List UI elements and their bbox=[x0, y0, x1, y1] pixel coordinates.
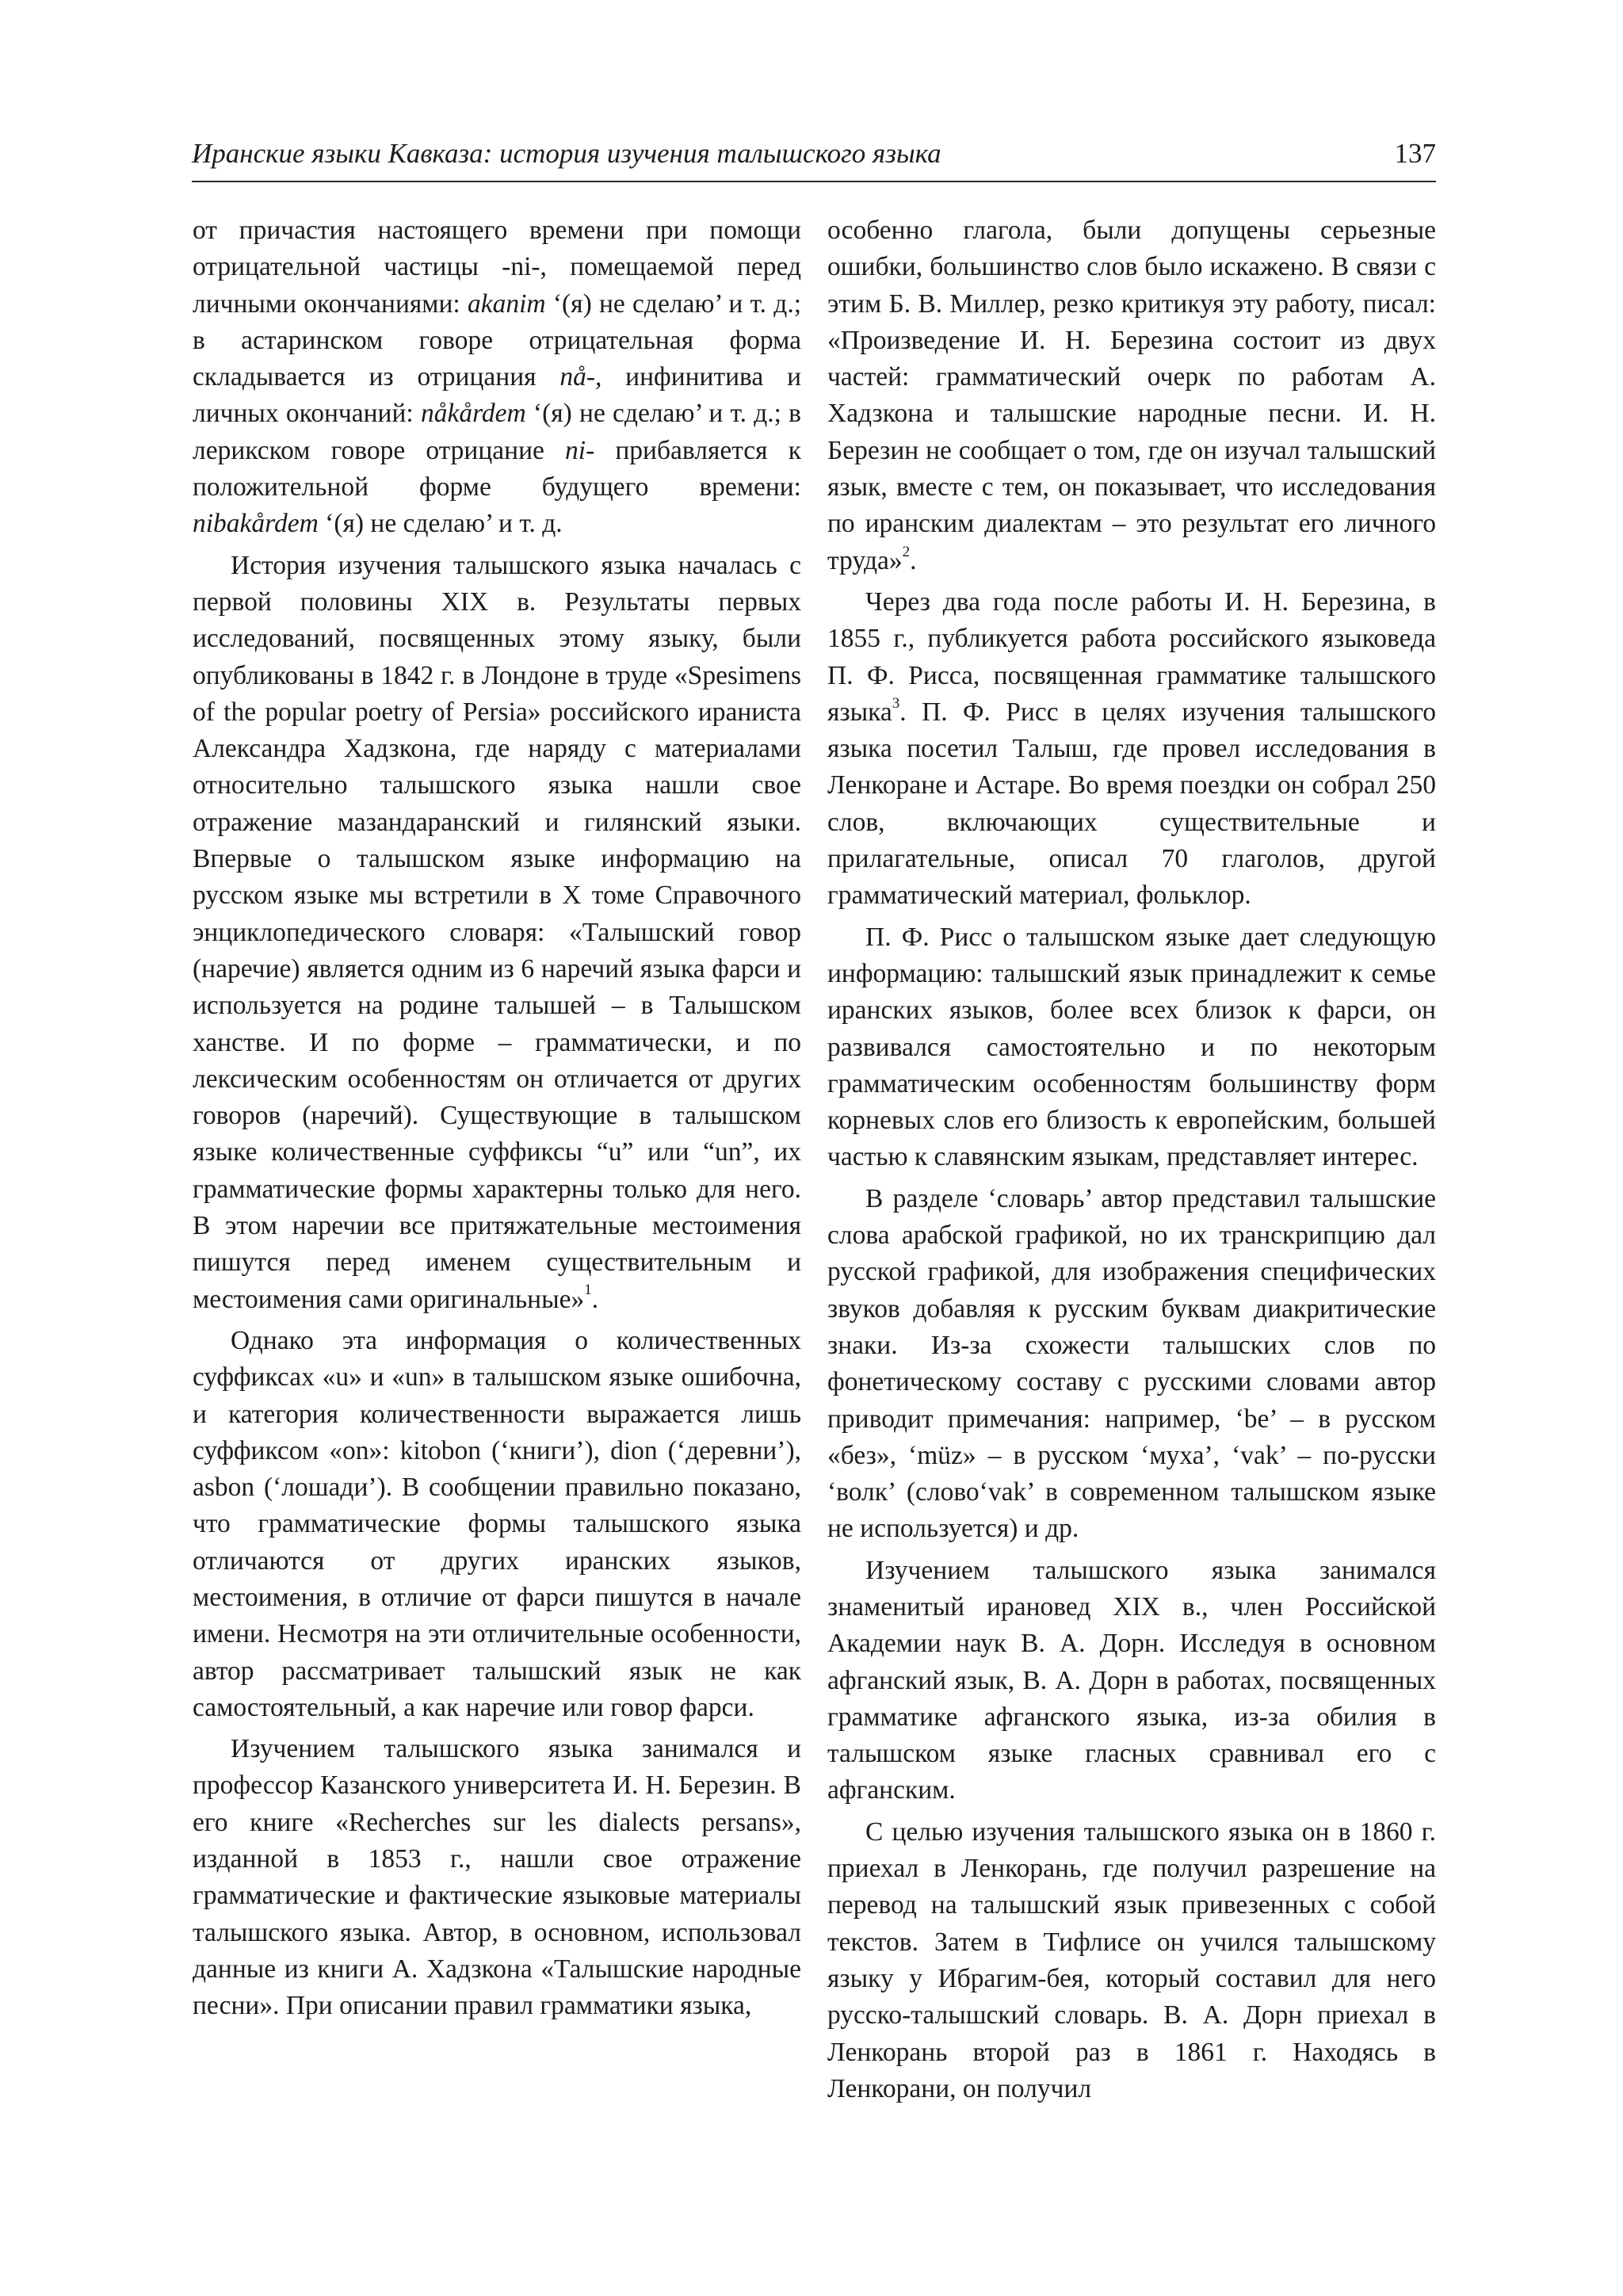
paragraph bbox=[193, 212, 801, 543]
running-title: Иранские языки Кавказа: история изучения талышского языка bbox=[192, 138, 941, 169]
paragraph: Изучением талышского языка занимался и профессор Казанского университета И. Н. Березин. В его книге «Recherches sur les dialects persans», изданной в 1853 г., нашли свое отражение грамматические и фактические языковые материалы талышского языка. Автор, в основном, использовал данные из книги А. Хадзкона «Талышские народные песни». При описании правил грамматики языка, bbox=[193, 1734, 801, 2021]
text-run: Через два года после работы И. Н. Березина, в 1855 г., публикуется работа российского языковеда П. Ф. Рисса, посвященная грамматике талышского языка bbox=[827, 586, 1436, 727]
text-run: от причастия настоящего времени при помощи отрицательной частицы -ni-, помещаемой перед личными окончаниями: bbox=[193, 216, 801, 319]
left-column bbox=[193, 212, 801, 2030]
text-run: инфинитива и личных окончаний: bbox=[193, 362, 802, 429]
text-run: . bbox=[910, 545, 917, 575]
footnote-marker: 2 bbox=[902, 543, 911, 560]
paragraph bbox=[193, 548, 801, 1318]
text-run: . П. Ф. Рисс в целях изучения талышского языка посетил Талыш, где провел исследования в Ленкоране и Астаре. Во время поездки он собрал 250 слов, включающих существительные и прилагательные, описал 70 глаголов, другой грамматический материал, фольклор. bbox=[827, 697, 1436, 911]
running-header bbox=[192, 135, 1436, 182]
paragraph: П. Ф. Рисс о талышском языке дает следующую информацию: талышский язык принадлежит к семье иранских языков, более всех близок к фарси, он развивался самостоятельно и по некоторым грамматическим особенностям большинству форм корневых слов его близость к европейским, большей частью к славянским языкам, представляет интерес. bbox=[827, 922, 1436, 1172]
footnote-marker: 3 bbox=[892, 694, 900, 712]
text-run: История изучения талышского языка началась с первой половины XIX в. Результаты первых исследований, посвященных этому языку, были опубликованы в 1842 г. в Лондоне в труде «Spesimens of the popular poetry of Persia» российского ираниста Александра Хадзкона, где наряду с материалами относительно талышского языка нашли свое отражение мазандаранский и гилянский языки. Впервые о талышском языке информацию на русском языке мы встретили в X томе Справочного энциклопедического словаря: «Талышский говор (наречие) является одним из 6 наречий языка фарси и используется на родине талышей – в Талышском ханстве. И по форме – грамматически, и по лексическим особенностям он отличается от других говоров (наречий). Существующие в талышском языке количественные суффиксы “u” или “un”, их грамматические формы характерны только для него. В этом наречии все притяжательные местоимения пишутся перед именем существительным и местоимения сами оригинальные» bbox=[193, 550, 801, 1314]
paragraph bbox=[827, 584, 1436, 915]
text-run: прибавляется к положительной форме будущего времени: bbox=[193, 435, 801, 502]
text-run: ‘(я) не сделаю’ и т. д.; в лерикском говоре отрицание bbox=[193, 399, 801, 465]
italic-term: ni- bbox=[565, 435, 595, 465]
page-number: 137 bbox=[1394, 138, 1436, 169]
italic-term: nå-, bbox=[559, 362, 602, 392]
italic-term: nibakårdem bbox=[193, 509, 319, 539]
italic-term: akanim bbox=[467, 288, 546, 319]
paragraph bbox=[827, 212, 1436, 579]
text-run: ‘(я) не сделаю’ и т. д. bbox=[318, 509, 563, 539]
italic-term: nåkårdem bbox=[420, 399, 526, 429]
footnote-marker: 1 bbox=[584, 1282, 592, 1299]
paragraph: Однако эта информация о количественных суффиксах «u» и «un» в талышском языке ошибочна, и категория количественности выражается лишь суффиксом «on»: kitobon (‘книги’), dion (‘деревни’), asbon (‘лошади’). В сообщении правильно показано, что грамматические формы талышского языка отличаются от других иранских языков, местоимения, в отличие от фарси пишутся в начале имени. Несмотря на эти отличительные особенности, автор рассматривает талышский язык не как самостоятельный, а как наречие или говор фарси. bbox=[193, 1325, 801, 1722]
paragraph: В разделе ‘словарь’ автор представил талышские слова арабской графикой, но их транскрипцию дал русской графикой, для изображения специфических звуков добавляя к русским буквам диакритические знаки. Из-за схожести талышских слов по фонетическому составу с русскими словами автор приводит примечания: например, ‘be’ – в русском «без», ‘müz» – в русском ‘муха’, ‘vak’ – по-русски ‘волк’ (слово‘vak’ в современном талышском языке не используется) и др. bbox=[827, 1183, 1436, 1544]
right-column bbox=[827, 212, 1436, 2112]
paragraph: С целью изучения талышского языка он в 1860 г. приехал в Ленкорань, где получил разрешение на перевод на талышский язык привезенных с собой текстов. Затем в Тифлисе он учился талышскому языку у Ибрагим-бея, который составил для него русско-талышский словарь. В. А. Дорн приехал в Ленкорань второй раз в 1861 г. Находясь в Ленкорани, он получил bbox=[827, 1817, 1436, 2103]
paragraph: Изучением талышского языка занимался знаменитый ирановед XIX в., член Российской Академии наук В. А. Дорн. Исследуя в основном афганский язык, В. А. Дорн в работах, посвященных грамматике афганского языка, из-за обилия в талышском языке гласных сравнивал его с афганским. bbox=[827, 1555, 1436, 1805]
text-run: особенно глагола, были допущены серьезные ошибки, большинство слов было искажено. В связи с этим Б. В. Миллер, резко критикуя эту работу, писал: «Произведение И. Н. Березина состоит из двух частей: грамматический очерк по работам А. Хадзкона и талышские народные песни. И. Н. Березин не сообщает о том, где он изучал талышский язык, вместе с тем, он показывает, что исследования по иранским диалектам – это результат его личного труда» bbox=[827, 216, 1436, 575]
text-run: ‘(я) не сделаю’ и т. д.; в астаринском говоре отрицательная форма складывается из отрицания bbox=[193, 288, 801, 392]
text-run: . bbox=[591, 1284, 599, 1314]
